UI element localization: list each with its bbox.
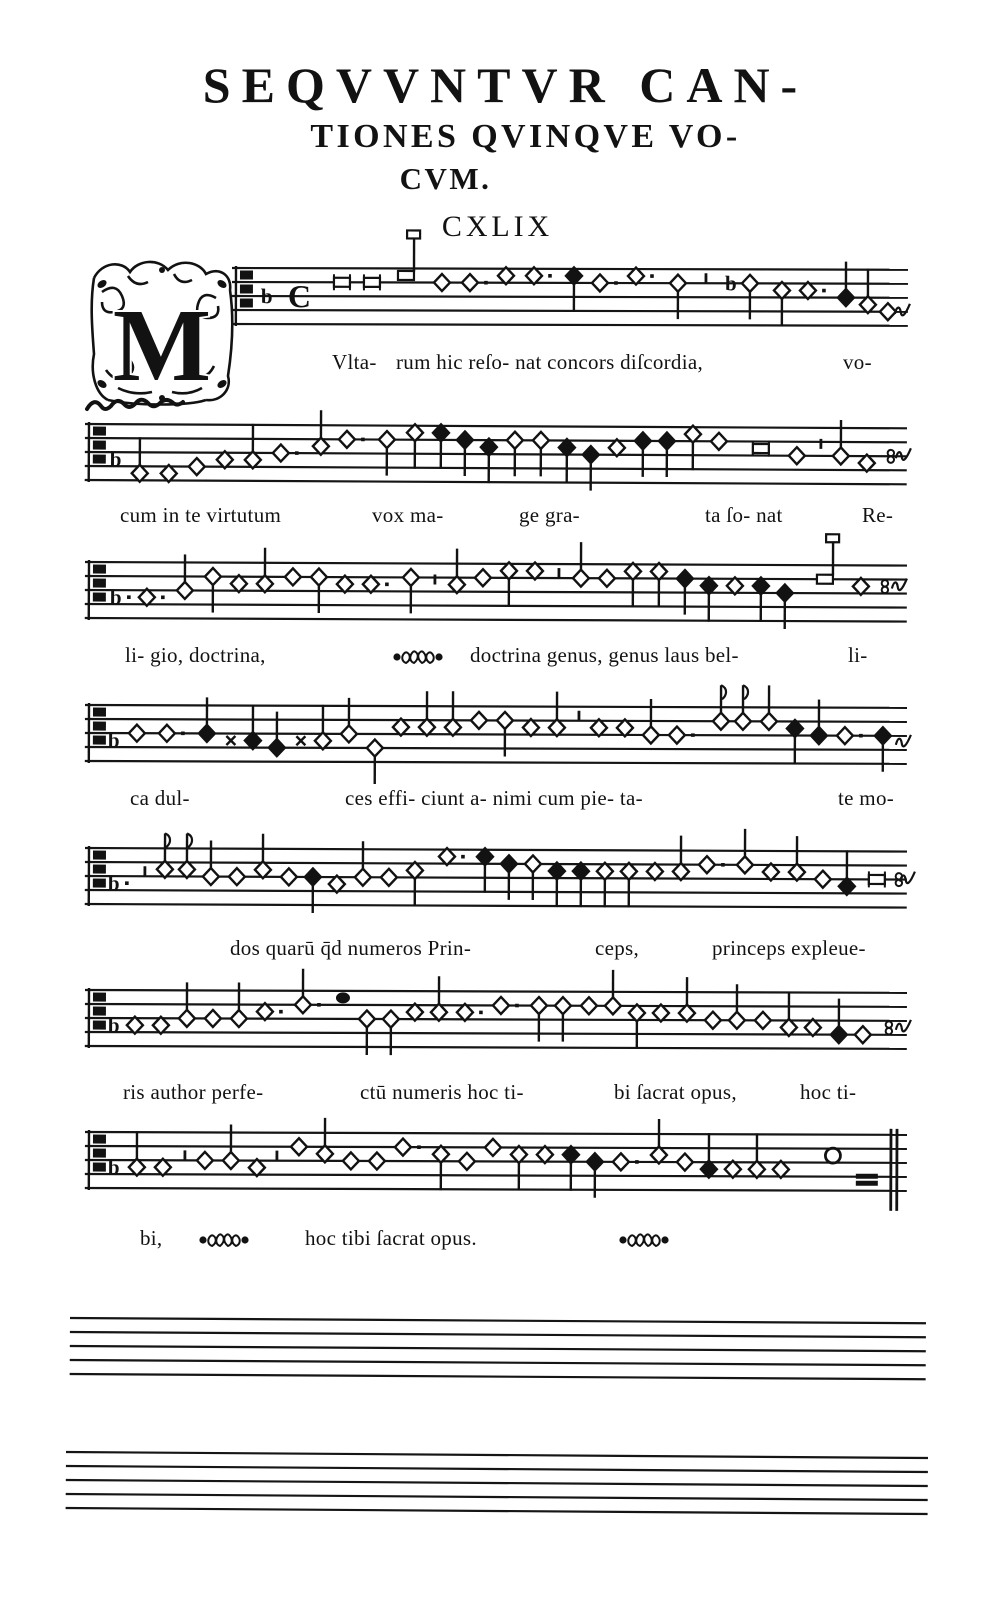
glyph-r2 <box>705 273 708 283</box>
glyph-sb <box>755 1012 771 1029</box>
glyph-sb <box>197 1152 213 1169</box>
lyric-syllable-line2: ge gra- <box>519 503 580 527</box>
glyph-m-d <box>407 424 423 469</box>
glyph-smin-d <box>433 424 449 469</box>
lyric-syllable-line2: ta ſo- nat <box>705 503 783 527</box>
glyph-dot <box>385 583 389 587</box>
glyph-lig <box>817 534 839 584</box>
glyph-sb <box>669 727 685 744</box>
svg-text:b: b <box>107 1013 120 1038</box>
glyph-s8 <box>886 1021 892 1034</box>
glyph-smin-u <box>701 1133 717 1178</box>
glyph-sb <box>493 997 509 1014</box>
glyph-dot <box>127 595 131 599</box>
glyph-b <box>108 1155 120 1179</box>
glyph-m-u <box>257 548 273 593</box>
glyph-sb <box>434 274 450 291</box>
glyph-m-u <box>419 691 435 736</box>
glyph-smin-d <box>566 267 582 312</box>
glyph-sb <box>205 1010 221 1027</box>
glyph-dot <box>691 733 695 737</box>
glyph-br <box>364 274 380 290</box>
glyph-sb <box>229 868 245 885</box>
glyph-m-u <box>651 1119 667 1164</box>
glyph-sb <box>677 1154 693 1171</box>
glyph-sb <box>159 725 175 742</box>
lyric-syllable-line4: ces effi- ciunt a- nimi cum pie- ta- <box>345 786 643 810</box>
glyph-r2 <box>819 439 822 449</box>
glyph-m-u <box>673 836 689 881</box>
staff-7 <box>85 1092 908 1245</box>
glyph-sb <box>285 568 301 585</box>
svg-text:b: b <box>107 871 120 896</box>
glyph-x <box>296 736 305 745</box>
glyph-dot <box>479 1011 483 1015</box>
glyph-sb <box>462 274 478 291</box>
glyph-m-u <box>549 692 565 737</box>
glyph-dot <box>515 1004 519 1008</box>
glyph-smin-d <box>477 848 493 893</box>
glyph-m-u <box>132 437 148 482</box>
glyph-dot <box>279 1010 283 1014</box>
glyph-sb <box>815 871 831 888</box>
glyph-m-u <box>860 269 876 314</box>
glyph-m-d <box>597 863 613 908</box>
glyph-m-d <box>407 862 423 907</box>
glyph-sb <box>471 712 487 729</box>
glyph-sb <box>189 458 205 475</box>
lyric-syllable-line1: vo- <box>843 350 872 374</box>
lyric-syllable-line3: li- gio, doctrina, <box>125 643 266 667</box>
glyph-dot <box>614 281 618 285</box>
glyph-b <box>108 1013 120 1037</box>
glyph-dot <box>295 451 299 455</box>
glyph-m-u <box>749 1133 765 1178</box>
fleuron-ornament <box>392 648 444 666</box>
glyph-dot <box>417 1145 421 1149</box>
lyric-syllable-line6: ctū numeris hoc ti- <box>360 1080 524 1104</box>
glyph-m-u <box>789 836 805 881</box>
glyph-sb <box>291 1138 307 1155</box>
lyric-syllable-line6: bi ſacrat opus, <box>614 1080 737 1104</box>
glyph-dbl <box>891 1129 897 1211</box>
staff-8 <box>69 1278 926 1433</box>
glyph-b <box>261 284 273 308</box>
glyph-sb <box>129 725 145 742</box>
glyph-m-d <box>685 426 701 471</box>
glyph-f-u <box>157 833 173 878</box>
lyric-syllable-line2: Re- <box>862 503 894 527</box>
glyph-m-u <box>449 549 465 594</box>
glyph-br <box>753 440 769 456</box>
svg-text:b: b <box>107 1155 120 1180</box>
glyph-blk2 <box>856 1174 878 1186</box>
page-title-line2: TIONES QVINQVE VO- <box>310 118 741 155</box>
glyph-dot <box>650 274 654 278</box>
glyph-s8 <box>888 450 894 463</box>
glyph-b <box>108 728 120 752</box>
glyph-b <box>108 871 120 895</box>
glyph-r2 <box>578 711 581 721</box>
glyph-sb <box>381 869 397 886</box>
glyph-m-u <box>129 1131 145 1176</box>
glyph-br <box>869 871 885 887</box>
glyph-dot <box>484 281 488 285</box>
glyph-sb <box>705 1012 721 1029</box>
page-title-line3: CVM. <box>399 161 492 196</box>
glyph-smin-d <box>753 577 769 622</box>
glyph-m-d <box>621 863 637 908</box>
glyph-r2 <box>143 866 146 876</box>
lyric-syllable-line7: bi, <box>140 1226 163 1250</box>
svg-text:b: b <box>109 585 122 610</box>
glyph-r2 <box>434 575 437 585</box>
glyph-dot <box>635 1160 639 1164</box>
glyph-s8 <box>882 580 888 593</box>
glyph-C <box>288 278 311 314</box>
glyph-m-d <box>511 1146 527 1191</box>
glyph-sb <box>343 1152 359 1169</box>
glyph-smin-d <box>787 720 803 765</box>
glyph-b <box>110 447 122 471</box>
glyph-f-u <box>179 833 195 878</box>
glyph-sb <box>459 1153 475 1170</box>
page-title: SEQVVNTVR CAN- <box>202 57 809 113</box>
glyph-smin-d <box>559 439 575 484</box>
folio-number: CXLIX <box>441 210 554 243</box>
glyph-dot <box>822 289 826 293</box>
glyph-sb <box>581 997 597 1014</box>
lyric-syllable-line7: hoc tibi ſacrat opus. <box>305 1226 477 1250</box>
lyric-syllable-line6: hoc ti- <box>800 1080 857 1104</box>
svg-text:b: b <box>109 447 122 472</box>
glyph-br <box>334 274 350 290</box>
glyph-x <box>226 736 235 745</box>
glyph-sb <box>837 727 853 744</box>
glyph-smin-u <box>245 705 261 750</box>
svg-text:b: b <box>107 728 120 753</box>
lyric-syllable-line5: princeps expleue- <box>712 936 866 960</box>
glyph-dot <box>125 881 129 885</box>
glyph-blot <box>336 992 350 1003</box>
glyph-m-d <box>625 563 641 608</box>
lyric-syllable-line4: te mo- <box>838 786 895 810</box>
glyph-sb <box>369 1152 385 1169</box>
glyph-r2 <box>276 1151 279 1161</box>
lyric-syllable-line5: ceps, <box>595 936 640 960</box>
glyph-m-u <box>679 977 695 1022</box>
glyph-dot <box>461 855 465 859</box>
lyric-syllable-line3: doctrina genus, genus laus bel- <box>470 643 739 667</box>
lyric-syllable-line6: ris author perfe- <box>123 1080 264 1104</box>
fleuron-ornament <box>198 1231 250 1249</box>
glyph-sb <box>613 1153 629 1170</box>
glyph-m-u <box>245 424 261 469</box>
lyric-syllable-line2: vox ma- <box>372 503 444 527</box>
svg-text:C: C <box>287 278 312 315</box>
glyph-m-d <box>501 562 517 607</box>
glyph-smin-d <box>563 1146 579 1191</box>
glyph-m-u <box>255 834 271 879</box>
glyph-m-d <box>651 563 667 608</box>
glyph-cust <box>895 304 910 316</box>
glyph-r2 <box>184 1150 187 1160</box>
glyph-cust <box>896 448 911 460</box>
glyph-smin-d <box>573 863 589 908</box>
glyph-sb <box>880 303 896 320</box>
glyph-sb <box>855 1026 871 1043</box>
glyph-sb <box>711 433 727 450</box>
glyph-b <box>725 271 737 295</box>
glyph-sb <box>395 1139 411 1156</box>
glyph-m-u <box>317 1118 333 1163</box>
lyric-syllable-line5: dos quarū q̄d numeros Prin- <box>230 936 472 960</box>
glyph-smin-d <box>549 863 565 908</box>
glyph-m-d <box>629 1004 645 1049</box>
svg-text:b: b <box>260 284 273 309</box>
glyph-sb <box>599 570 615 587</box>
glyph-r2 <box>558 568 561 578</box>
glyph-lig <box>398 230 420 280</box>
glyph-m-u <box>431 976 447 1021</box>
glyph-sb <box>592 274 608 291</box>
glyph-sb <box>789 447 805 464</box>
glyph-m-u <box>315 705 331 750</box>
glyph-sb <box>699 856 715 873</box>
glyph-m-u <box>781 991 797 1036</box>
glyph-smin-d <box>481 439 497 484</box>
glyph-m-u <box>445 691 461 736</box>
glyph-m-d <box>433 1146 449 1191</box>
glyph-smin-u <box>839 850 855 895</box>
glyph-dot <box>721 863 725 867</box>
glyph-dot <box>181 732 185 736</box>
staff-9 <box>65 1412 928 1568</box>
lyric-syllable-line1: Vlta- <box>332 350 377 374</box>
glyph-O <box>825 1148 840 1163</box>
glyph-sb <box>485 1139 501 1156</box>
glyph-dot <box>859 734 863 738</box>
glyph-smin-d <box>701 577 717 622</box>
glyph-dot <box>161 596 165 600</box>
glyph-sb <box>281 868 297 885</box>
glyph-m-u <box>313 410 329 455</box>
glyph-dot <box>317 1003 321 1007</box>
initial-letter: M <box>112 288 212 403</box>
lyric-syllable-line2: cum in te virtutum <box>120 503 282 527</box>
fleuron-ornament <box>618 1231 670 1249</box>
lyric-syllable-line3: li- <box>848 643 868 667</box>
glyph-dot <box>548 274 552 278</box>
lyric-syllable-line1: rum hic reſo- nat concors diſcordia, <box>396 350 704 374</box>
glyph-b <box>110 585 122 609</box>
glyph-m-d <box>774 282 790 327</box>
glyph-dot <box>361 438 365 442</box>
glyph-sb <box>339 431 355 448</box>
glyph-sb <box>475 569 491 586</box>
svg-text:b: b <box>724 271 737 296</box>
lyric-syllable-line4: ca dul- <box>130 786 190 810</box>
glyph-sb <box>273 444 289 461</box>
